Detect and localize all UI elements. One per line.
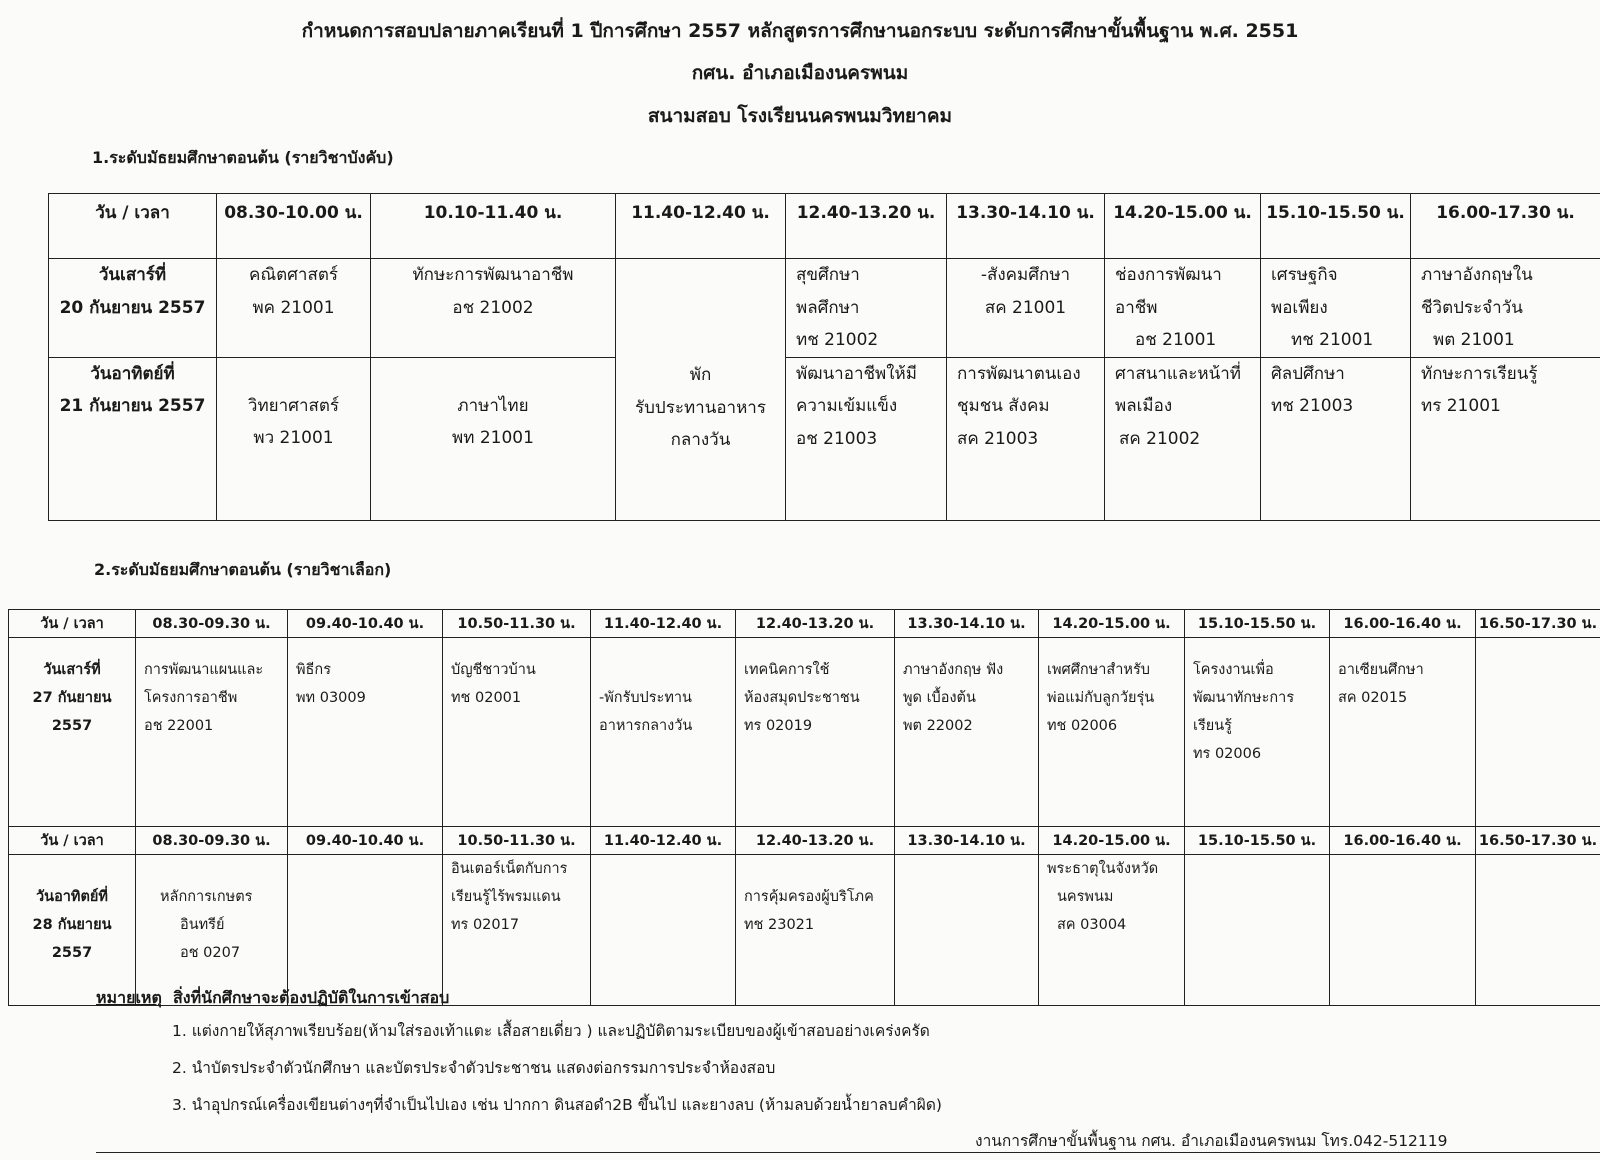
header-cell: 16.00-16.40 น. bbox=[1330, 610, 1476, 638]
lunch-break-cell: -พักรับประทาน อาหารกลางวัน bbox=[591, 638, 736, 827]
note-item: 2. นำบัตรประจำตัวนักศึกษา และบัตรประจำตัวประชาชน แสดงต่อกรรมการประจำห้องสอบ bbox=[172, 1059, 776, 1077]
table-header-row bbox=[9, 610, 1600, 638]
subject-cell: อาเซียนศึกษา สค 02015 bbox=[1330, 638, 1476, 827]
section1-heading: 1.ระดับมัธยมศึกษาตอนต้น (รายวิชาบังคับ) bbox=[92, 148, 394, 167]
page-title: กำหนดการสอบปลายภาคเรียนที่ 1 ปีการศึกษา 2557 หลักสูตรการศึกษานอกระบบ ระดับการศึกษาขั้นพื้นฐาน พ.ศ. 2551 bbox=[301, 20, 1299, 42]
header-cell: 15.10-15.50 น. bbox=[1185, 610, 1330, 638]
header-cell: 16.50-17.30 น. bbox=[1476, 827, 1600, 855]
subject-cell: ภาษาไทย พท 21001 bbox=[371, 357, 616, 520]
subject-cell: บัญชีชาวบ้าน ทช 02001 bbox=[443, 638, 591, 827]
empty-cell bbox=[1330, 855, 1476, 1006]
subject-cell: วิทยาศาสตร์ พว 21001 bbox=[217, 357, 371, 520]
subject-cell: โครงงานเพื่อ พัฒนาทักษะการ เรียนรู้ ทร 02006 bbox=[1185, 638, 1330, 827]
header-cell: 15.10-15.50 น. bbox=[1261, 194, 1411, 259]
subject-cell: ทักษะการพัฒนาอาชีพ อช 21002 bbox=[371, 259, 616, 358]
subject-cell: เทคนิคการใช้ ห้องสมุดประชาชน ทร 02019 bbox=[736, 638, 895, 827]
notes-heading bbox=[96, 986, 449, 1011]
header-cell: 16.00-17.30 น. bbox=[1411, 194, 1600, 259]
subject-cell: พัฒนาอาชีพให้มี ความเข้มแข็ง อช 21003 bbox=[786, 357, 947, 520]
header-cell: 15.10-15.50 น. bbox=[1185, 827, 1330, 855]
subject-cell: ทักษะการเรียนรู้ ทร 21001 bbox=[1411, 357, 1600, 520]
day-cell: วันเสาร์ที่ 27 กันยายน 2557 bbox=[9, 638, 136, 827]
header-cell: 08.30-09.30 น. bbox=[136, 610, 288, 638]
subject-cell: ภาษาอังกฤษ ฟัง พูด เบื้องต้น พต 22002 bbox=[895, 638, 1039, 827]
subject-cell: ภาษาอังกฤษใน ชีวิตประจำวัน พต 21001 bbox=[1411, 259, 1600, 358]
subject-cell: ศาสนาและหน้าที่ พลเมือง สค 21002 bbox=[1105, 357, 1261, 520]
subject-cell: เพศศึกษาสำหรับ พ่อแม่กับลูกวัยรุ่น ทช 02006 bbox=[1039, 638, 1185, 827]
organization-name: กศน. อำเภอเมืองนครพนม bbox=[691, 62, 909, 84]
empty-cell bbox=[591, 855, 736, 1006]
header-cell: วัน / เวลา bbox=[9, 827, 136, 855]
header-cell: 08.30-09.30 น. bbox=[136, 827, 288, 855]
exam-venue: สนามสอบ โรงเรียนนครพนมวิทยาคม bbox=[647, 105, 953, 127]
subject-cell: พระธาตุในจังหวัด นครพนม สค 03004 bbox=[1039, 855, 1185, 1006]
day-cell: วันเสาร์ที่ 20 กันยายน 2557 bbox=[49, 259, 217, 358]
notes-label: หมายเหตุ bbox=[96, 988, 162, 1007]
subject-cell: ช่องการพัฒนา อาชีพ อช 21001 bbox=[1105, 259, 1261, 358]
header-cell: 12.40-13.20 น. bbox=[736, 610, 895, 638]
header-cell: 09.40-10.40 น. bbox=[288, 827, 443, 855]
table-row bbox=[49, 259, 1600, 358]
subject-cell: อินเตอร์เน็ตกับการ เรียนรู้ไร้พรมแดน ทร 02017 bbox=[443, 855, 591, 1006]
subject-cell: หลักการเกษตร อินทรีย์ อช 0207 bbox=[136, 855, 288, 1006]
subject-cell: การพัฒนาตนเอง ชุมชน สังคม สค 21003 bbox=[947, 357, 1105, 520]
header-cell: 10.50-11.30 น. bbox=[443, 610, 591, 638]
empty-cell bbox=[288, 855, 443, 1006]
empty-cell bbox=[1185, 855, 1330, 1006]
elective-exam-table bbox=[8, 609, 1600, 1006]
notes-heading-text: สิ่งที่นักศึกษาจะต้องปฏิบัติในการเข้าสอบ bbox=[173, 988, 450, 1007]
header-cell: 11.40-12.40 น. bbox=[616, 194, 786, 259]
header-cell: วัน / เวลา bbox=[9, 610, 136, 638]
subject-cell: การคุ้มครองผู้บริโภค ทช 23021 bbox=[736, 855, 895, 1006]
header-cell: 11.40-12.40 น. bbox=[591, 827, 736, 855]
header-cell: 09.40-10.40 น. bbox=[288, 610, 443, 638]
day-cell: วันอาทิตย์ที่ 28 กันยายน 2557 bbox=[9, 855, 136, 1006]
header-cell: 08.30-10.00 น. bbox=[217, 194, 371, 259]
empty-cell bbox=[895, 855, 1039, 1006]
header-cell: 16.00-16.40 น. bbox=[1330, 827, 1476, 855]
subject-cell: สุขศึกษา พลศึกษา ทช 21002 bbox=[786, 259, 947, 358]
header-cell: 13.30-14.10 น. bbox=[895, 610, 1039, 638]
subject-cell: ศิลปศึกษา ทช 21003 bbox=[1261, 357, 1411, 520]
section2-heading: 2.ระดับมัธยมศึกษาตอนต้น (รายวิชาเลือก) bbox=[94, 560, 392, 579]
table-header-row bbox=[9, 827, 1600, 855]
table-row bbox=[49, 357, 1600, 520]
header-cell: 10.50-11.30 น. bbox=[443, 827, 591, 855]
note-item: 3. นำอุปกรณ์เครื่องเขียนต่างๆที่จำเป็นไปเอง เช่น ปากกา ดินสอดำ2B ขึ้นไป และยางลบ (ห้ามลบด้วยน้ำยาลบคำผิด) bbox=[172, 1096, 942, 1114]
lunch-break-cell: พัก รับประทานอาหาร กลางวัน bbox=[616, 259, 786, 521]
header-cell: 14.20-15.00 น. bbox=[1105, 194, 1261, 259]
header-cell: 14.20-15.00 น. bbox=[1039, 827, 1185, 855]
header-cell: 10.10-11.40 น. bbox=[371, 194, 616, 259]
header-cell: 13.30-14.10 น. bbox=[947, 194, 1105, 259]
empty-cell bbox=[1476, 855, 1600, 1006]
header-cell: 13.30-14.10 น. bbox=[895, 827, 1039, 855]
header-cell: 12.40-13.20 น. bbox=[786, 194, 947, 259]
note-item: 1. แต่งกายให้สุภาพเรียบร้อย(ห้ามใส่รองเท้าแตะ เสื้อสายเดี่ยว ) และปฏิบัติตามระเบียบของผู้เข้าสอบอย่างเคร่งครัด bbox=[172, 1022, 930, 1040]
subject-cell: คณิตศาสตร์ พค 21001 bbox=[217, 259, 371, 358]
subject-cell: การพัฒนาแผนและ โครงการอาชีพ อช 22001 bbox=[136, 638, 288, 827]
header-cell: 11.40-12.40 น. bbox=[591, 610, 736, 638]
header-cell: 12.40-13.20 น. bbox=[736, 827, 895, 855]
table-row bbox=[9, 855, 1600, 1006]
header-cell: 16.50-17.30 น. bbox=[1476, 610, 1600, 638]
subject-cell: เศรษฐกิจ พอเพียง ทช 21001 bbox=[1261, 259, 1411, 358]
header-cell: 14.20-15.00 น. bbox=[1039, 610, 1185, 638]
bottom-rule bbox=[96, 1152, 1600, 1153]
subject-cell: -สังคมศึกษา สค 21001 bbox=[947, 259, 1105, 358]
compulsory-exam-table bbox=[48, 193, 1600, 521]
table-header-row bbox=[49, 194, 1600, 259]
footer-contact: งานการศึกษาขั้นพื้นฐาน กศน. อำเภอเมืองนครพนม โทร.042-512119 bbox=[975, 1132, 1448, 1150]
header-cell: วัน / เวลา bbox=[49, 194, 217, 259]
empty-cell bbox=[1476, 638, 1600, 827]
day-cell: วันอาทิตย์ที่ 21 กันยายน 2557 bbox=[49, 357, 217, 520]
table-row bbox=[9, 638, 1600, 827]
subject-cell: พิธีกร พท 03009 bbox=[288, 638, 443, 827]
